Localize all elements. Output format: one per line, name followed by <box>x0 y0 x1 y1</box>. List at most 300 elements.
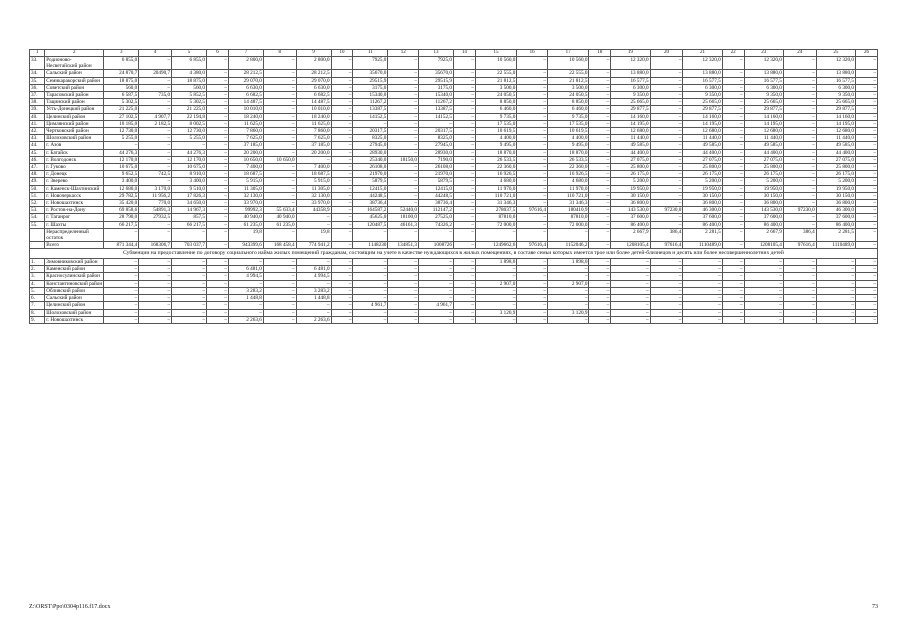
table-cell: 25 665,0 <box>683 99 722 106</box>
column-number-row <box>30 50 878 57</box>
row-label-cell: г. Шахты <box>45 221 104 228</box>
table-cell: – <box>172 142 207 149</box>
table-cell: 3175,0 <box>418 84 453 91</box>
table-cell: – <box>388 164 419 171</box>
row-label-cell: Всего <box>45 242 104 249</box>
table-cell: 31 346,3 <box>475 200 517 207</box>
table-cell: 44 400,0 <box>816 149 855 156</box>
table-cell: – <box>207 228 229 241</box>
table-cell: – <box>263 302 296 309</box>
table-cell: – <box>589 57 611 70</box>
table-cell: 19 <box>611 50 650 57</box>
table-cell: – <box>388 295 419 302</box>
table-cell: – <box>517 149 548 156</box>
table-cell: – <box>517 273 548 280</box>
table-cell: – <box>650 221 683 228</box>
table-cell: – <box>589 316 611 323</box>
page-number: 73 <box>872 604 878 610</box>
table-cell: – <box>139 178 172 185</box>
table-cell: – <box>418 259 453 266</box>
row-label-cell: г. Новошахтинск <box>45 316 104 323</box>
table-cell: – <box>263 309 296 316</box>
table-cell: 21 <box>683 50 722 57</box>
table-cell: – <box>783 192 816 199</box>
table-cell: – <box>331 309 353 316</box>
table-cell: – <box>589 228 611 241</box>
table-cell: – <box>331 92 353 99</box>
table-cell: – <box>683 273 722 280</box>
table-cell: – <box>263 149 296 156</box>
table-cell: 8 910,0 <box>172 171 207 178</box>
table-cell: – <box>517 135 548 142</box>
table-cell: – <box>650 273 683 280</box>
table-cell: 180410,9 <box>547 207 589 214</box>
table-cell: – <box>331 113 353 120</box>
table-cell: 4. <box>30 280 45 287</box>
table-cell: 74326,2 <box>418 221 453 228</box>
table-cell: 7190,0 <box>418 156 453 163</box>
table-cell: – <box>722 70 744 77</box>
table-cell: – <box>517 221 548 228</box>
table-cell: 6 682,5 <box>228 92 263 99</box>
table-cell: – <box>139 287 172 294</box>
row-label-cell: г. Каменск-Шахтинский <box>45 185 104 192</box>
table-cell: – <box>353 120 388 127</box>
table-cell: 6 855,0 <box>104 57 139 70</box>
table-cell: 15340,0 <box>353 92 388 99</box>
table-cell: – <box>547 273 589 280</box>
table-cell: 9 495,0 <box>475 142 517 149</box>
table-cell: 36 800,0 <box>744 200 783 207</box>
table-cell: 3175,0 <box>353 84 388 91</box>
table-cell: – <box>783 280 816 287</box>
table-row <box>30 113 878 120</box>
table-cell: – <box>744 295 783 302</box>
table-cell: 29 070,0 <box>296 77 331 84</box>
table-cell: – <box>855 228 877 241</box>
table-cell: 7 625,0 <box>296 135 331 142</box>
table-cell: 9 350,0 <box>816 92 855 99</box>
table-cell: 35. <box>30 77 45 84</box>
table-cell: – <box>453 273 475 280</box>
table-cell: – <box>517 106 548 113</box>
table-cell: – <box>855 200 877 207</box>
table-cell: – <box>855 242 877 249</box>
table-cell: – <box>139 280 172 287</box>
table-cell: 3 400,0 <box>104 178 139 185</box>
table-cell: – <box>263 185 296 192</box>
table-cell: – <box>139 77 172 84</box>
table-cell: – <box>683 295 722 302</box>
table-cell: – <box>783 92 816 99</box>
table-cell: 43. <box>30 135 45 142</box>
table-cell: 13 880,0 <box>611 70 650 77</box>
table-cell: 2 263,6 <box>228 316 263 323</box>
table-cell: 7 400,0 <box>228 164 263 171</box>
table-cell: – <box>722 57 744 70</box>
table-cell: – <box>207 242 229 249</box>
table-cell: – <box>139 128 172 135</box>
table-cell: – <box>331 106 353 113</box>
table-cell: – <box>517 178 548 185</box>
table-cell: 30 150,0 <box>683 192 722 199</box>
table-cell: 120487,5 <box>353 221 388 228</box>
table-cell: – <box>611 273 650 280</box>
table-cell: – <box>228 259 263 266</box>
table-cell: 27525,0 <box>418 214 453 221</box>
table-cell: – <box>722 164 744 171</box>
table-cell: – <box>388 99 419 106</box>
table-cell: 10 560,0 <box>547 57 589 70</box>
table-cell: 5 255,0 <box>104 135 139 142</box>
row-label-cell: Тарасовский район <box>45 92 104 99</box>
table-cell: 2 182,5 <box>139 120 172 127</box>
table-cell: 5879,5 <box>353 178 388 185</box>
table-cell: 6 460,0 <box>475 106 517 113</box>
table-cell: – <box>816 309 855 316</box>
table-cell: – <box>353 228 388 241</box>
table-cell: – <box>650 316 683 323</box>
table-cell: – <box>855 221 877 228</box>
table-row <box>30 207 878 214</box>
table-cell: – <box>331 120 353 127</box>
table-cell: – <box>855 207 877 214</box>
table-cell: – <box>722 302 744 309</box>
table-cell: – <box>611 280 650 287</box>
table-cell: – <box>547 266 589 273</box>
table-cell: 17 826,3 <box>172 192 207 199</box>
table-cell: 6 300,0 <box>744 84 783 91</box>
table-cell: – <box>855 149 877 156</box>
table-cell: – <box>353 287 388 294</box>
table-cell: – <box>589 178 611 185</box>
table-cell: – <box>296 259 331 266</box>
table-cell: 8 850,0 <box>547 99 589 106</box>
table-cell: – <box>172 302 207 309</box>
table-cell: – <box>722 287 744 294</box>
table-cell: 25 <box>816 50 855 57</box>
table-cell: 4 907,7 <box>139 113 172 120</box>
table-cell: 6 682,5 <box>296 92 331 99</box>
table-cell: 14 967,3 <box>172 207 207 214</box>
table-cell: 44 400,0 <box>611 149 650 156</box>
table-cell: – <box>331 84 353 91</box>
table-cell: 44. <box>30 142 45 149</box>
table-cell: – <box>475 302 517 309</box>
table-cell: 49 585,0 <box>744 142 783 149</box>
table-cell: 11 970,0 <box>475 185 517 192</box>
table-cell: 46 300,0 <box>816 207 855 214</box>
row-label-cell: Тацинский район <box>45 99 104 106</box>
table-cell: – <box>296 309 331 316</box>
table-cell: – <box>589 164 611 171</box>
row-label-cell: г. Гуково <box>45 164 104 171</box>
table-cell: – <box>139 295 172 302</box>
table-cell: 871 344,4 <box>104 242 139 249</box>
table-cell: 29 877,5 <box>816 106 855 113</box>
table-cell: 12 320,0 <box>816 57 855 70</box>
table-cell: – <box>744 273 783 280</box>
table-row <box>30 156 878 163</box>
row-label-cell: Целинский район <box>45 302 104 309</box>
table-row <box>30 273 878 280</box>
table-cell: 30 150,0 <box>816 192 855 199</box>
table-cell: – <box>172 259 207 266</box>
table-cell: – <box>683 302 722 309</box>
table-row <box>30 164 878 171</box>
table-cell: 26 533,5 <box>547 156 589 163</box>
table-cell: – <box>331 171 353 178</box>
table-cell: – <box>263 200 296 207</box>
table-cell: – <box>783 178 816 185</box>
table-cell: 14 160,0 <box>683 113 722 120</box>
table-cell: – <box>783 113 816 120</box>
table-cell: 770,0 <box>139 200 172 207</box>
table-cell: – <box>172 228 207 241</box>
table-cell: – <box>263 135 296 142</box>
table-cell: 14 195,0 <box>683 120 722 127</box>
table-cell: – <box>650 156 683 163</box>
table-cell: 86 400,0 <box>611 221 650 228</box>
table-cell: – <box>855 192 877 199</box>
table-cell: – <box>722 113 744 120</box>
table-row <box>30 77 878 84</box>
table-cell: 18 875,0 <box>172 77 207 84</box>
table-cell: – <box>650 106 683 113</box>
table-cell: – <box>611 309 650 316</box>
table-cell: 6 460,0 <box>547 106 589 113</box>
row-label-cell: Обливский район <box>45 287 104 294</box>
table-cell: – <box>388 84 419 91</box>
table-cell: 10 675,0 <box>172 164 207 171</box>
table-cell: 18100,0 <box>388 214 419 221</box>
table-cell: 8. <box>30 309 45 316</box>
table-cell: 10 185,0 <box>104 120 139 127</box>
table-cell: – <box>207 171 229 178</box>
table-cell: 1 <box>30 50 45 57</box>
table-cell: 24 050,5 <box>547 92 589 99</box>
table-cell: 99992,3 <box>228 207 263 214</box>
table-cell: – <box>855 77 877 84</box>
table-cell: 6 300,0 <box>611 84 650 91</box>
table-cell: – <box>207 128 229 135</box>
table-cell: – <box>589 192 611 199</box>
table-cell: – <box>388 280 419 287</box>
table-cell: – <box>388 92 419 99</box>
table-cell: – <box>722 120 744 127</box>
table-cell: – <box>650 266 683 273</box>
table-cell: – <box>650 84 683 91</box>
table-cell: – <box>104 287 139 294</box>
table-cell: – <box>611 266 650 273</box>
table-cell: – <box>104 142 139 149</box>
table-cell: – <box>855 287 877 294</box>
row-label-cell: Родионово-Несветайский район <box>45 57 104 70</box>
table-cell: 18 240,0 <box>296 113 331 120</box>
table-cell: 26 175,0 <box>744 171 783 178</box>
table-cell: 18 687,5 <box>296 171 331 178</box>
table-cell: 12 730,0 <box>172 128 207 135</box>
table-cell: 6 <box>207 50 229 57</box>
table-cell: – <box>783 142 816 149</box>
table-cell: – <box>263 120 296 127</box>
table-cell: – <box>722 178 744 185</box>
table-cell: 97616,4 <box>517 242 548 249</box>
table-cell: 6 481,0 <box>296 266 331 273</box>
table-cell: – <box>722 242 744 249</box>
table-cell: – <box>650 302 683 309</box>
table-cell: – <box>388 113 419 120</box>
table-cell: – <box>207 273 229 280</box>
table-cell: 5 302,5 <box>172 99 207 106</box>
table-cell: 1152046,2 <box>547 242 589 249</box>
table-cell: 32 130,0 <box>228 192 263 199</box>
table-cell: – <box>207 84 229 91</box>
table-cell: 13 880,0 <box>744 70 783 77</box>
table-cell: 36 800,0 <box>683 200 722 207</box>
table-cell: 1. <box>30 259 45 266</box>
table-cell: – <box>139 309 172 316</box>
table-cell: 38736,4 <box>353 200 388 207</box>
table-cell: – <box>207 156 229 163</box>
table-cell: 10 619,5 <box>475 128 517 135</box>
table-cell: – <box>722 280 744 287</box>
table-cell: – <box>855 99 877 106</box>
table-cell: 6 630,0 <box>228 84 263 91</box>
table-cell: 6. <box>30 295 45 302</box>
table-cell: 14 195,0 <box>611 120 650 127</box>
table-cell: 10 619,5 <box>547 128 589 135</box>
table-cell: 25 800,0 <box>816 164 855 171</box>
table-cell: – <box>388 128 419 135</box>
table-cell: – <box>207 92 229 99</box>
table-row <box>30 106 878 113</box>
table-row <box>30 228 878 241</box>
table-cell: – <box>589 156 611 163</box>
table-cell: – <box>453 287 475 294</box>
table-cell: 18 875,0 <box>104 77 139 84</box>
table-cell: – <box>453 99 475 106</box>
table-cell: – <box>331 142 353 149</box>
table-cell: – <box>517 128 548 135</box>
table-cell: 28 790,0 <box>104 214 139 221</box>
table-cell: – <box>331 302 353 309</box>
table-cell: – <box>263 273 296 280</box>
table-cell: – <box>331 70 353 77</box>
table-cell: – <box>650 295 683 302</box>
table-cell: – <box>650 149 683 156</box>
table-cell: – <box>855 164 877 171</box>
table-row <box>30 99 878 106</box>
table-cell: 1008726 <box>418 242 453 249</box>
table-cell: 18 <box>589 50 611 57</box>
row-label-cell: г. Ростов-на-Дону <box>45 207 104 214</box>
table-cell: 3 283,2 <box>296 287 331 294</box>
table-cell: – <box>589 280 611 287</box>
table-cell: – <box>104 316 139 323</box>
table-cell: – <box>650 200 683 207</box>
table-cell: – <box>207 214 229 221</box>
table-cell: 12 680,0 <box>683 128 722 135</box>
table-cell: 5 302,5 <box>104 99 139 106</box>
table-cell: 143 530,0 <box>744 207 783 214</box>
table-cell: – <box>207 149 229 156</box>
table-cell: – <box>650 70 683 77</box>
table-cell: 11 305,0 <box>296 185 331 192</box>
table-cell: – <box>331 135 353 142</box>
table-cell: – <box>783 106 816 113</box>
table-row <box>30 128 878 135</box>
table-cell: – <box>783 266 816 273</box>
table-cell: – <box>722 221 744 228</box>
table-cell: – <box>589 207 611 214</box>
table-cell: 19 950,0 <box>611 185 650 192</box>
table-cell: – <box>816 316 855 323</box>
table-cell: – <box>453 142 475 149</box>
row-label-cell: Семикаракорский район <box>45 77 104 84</box>
table-cell: – <box>207 295 229 302</box>
table-cell: – <box>722 99 744 106</box>
table-cell: 4 961,7 <box>418 302 453 309</box>
table-cell: – <box>263 84 296 91</box>
table-cell: – <box>453 295 475 302</box>
table-cell: 28930,0 <box>418 149 453 156</box>
table-cell: 25 800,0 <box>683 164 722 171</box>
table-cell: 12 170,0 <box>172 156 207 163</box>
table-cell: – <box>475 228 517 241</box>
table-cell: 29515,9 <box>418 77 453 84</box>
table-cell: – <box>388 200 419 207</box>
table-cell: – <box>547 287 589 294</box>
table-cell: 11 440,0 <box>683 135 722 142</box>
table-cell: – <box>453 149 475 156</box>
table-cell: – <box>263 259 296 266</box>
table-cell: 53. <box>30 207 45 214</box>
table-cell: 44 400,0 <box>744 149 783 156</box>
table-cell: 18150,0 <box>388 156 419 163</box>
table-cell: 12415,0 <box>353 185 388 192</box>
table-cell: 39. <box>30 106 45 113</box>
table-cell: – <box>353 316 388 323</box>
table-cell: 41. <box>30 120 45 127</box>
table-cell: – <box>816 280 855 287</box>
table-cell: – <box>104 280 139 287</box>
table-cell: – <box>722 207 744 214</box>
table-cell: 27 075,0 <box>611 156 650 163</box>
table-cell: 7 860,0 <box>228 128 263 135</box>
table-cell: 29 782,5 <box>104 192 139 199</box>
table-cell: – <box>855 70 877 77</box>
table-cell: – <box>453 70 475 77</box>
table-cell: 25 800,0 <box>744 164 783 171</box>
table-cell: 2 907,0 <box>475 280 517 287</box>
table-cell: 17 <box>547 50 589 57</box>
table-cell: 3 283,2 <box>228 287 263 294</box>
table-cell: 3 400,0 <box>172 178 207 185</box>
table-cell: – <box>611 316 650 323</box>
table-cell: – <box>744 287 783 294</box>
table-cell: – <box>855 214 877 221</box>
table-cell: – <box>453 200 475 207</box>
table-cell: – <box>517 295 548 302</box>
table-cell: – <box>744 302 783 309</box>
table-cell: – <box>418 273 453 280</box>
table-cell: 17 535,0 <box>475 120 517 127</box>
table-cell: 735,0 <box>139 92 172 99</box>
table-cell: 13 880,0 <box>683 70 722 77</box>
table-cell: 14 195,0 <box>744 120 783 127</box>
table-cell: 13 <box>418 50 453 57</box>
